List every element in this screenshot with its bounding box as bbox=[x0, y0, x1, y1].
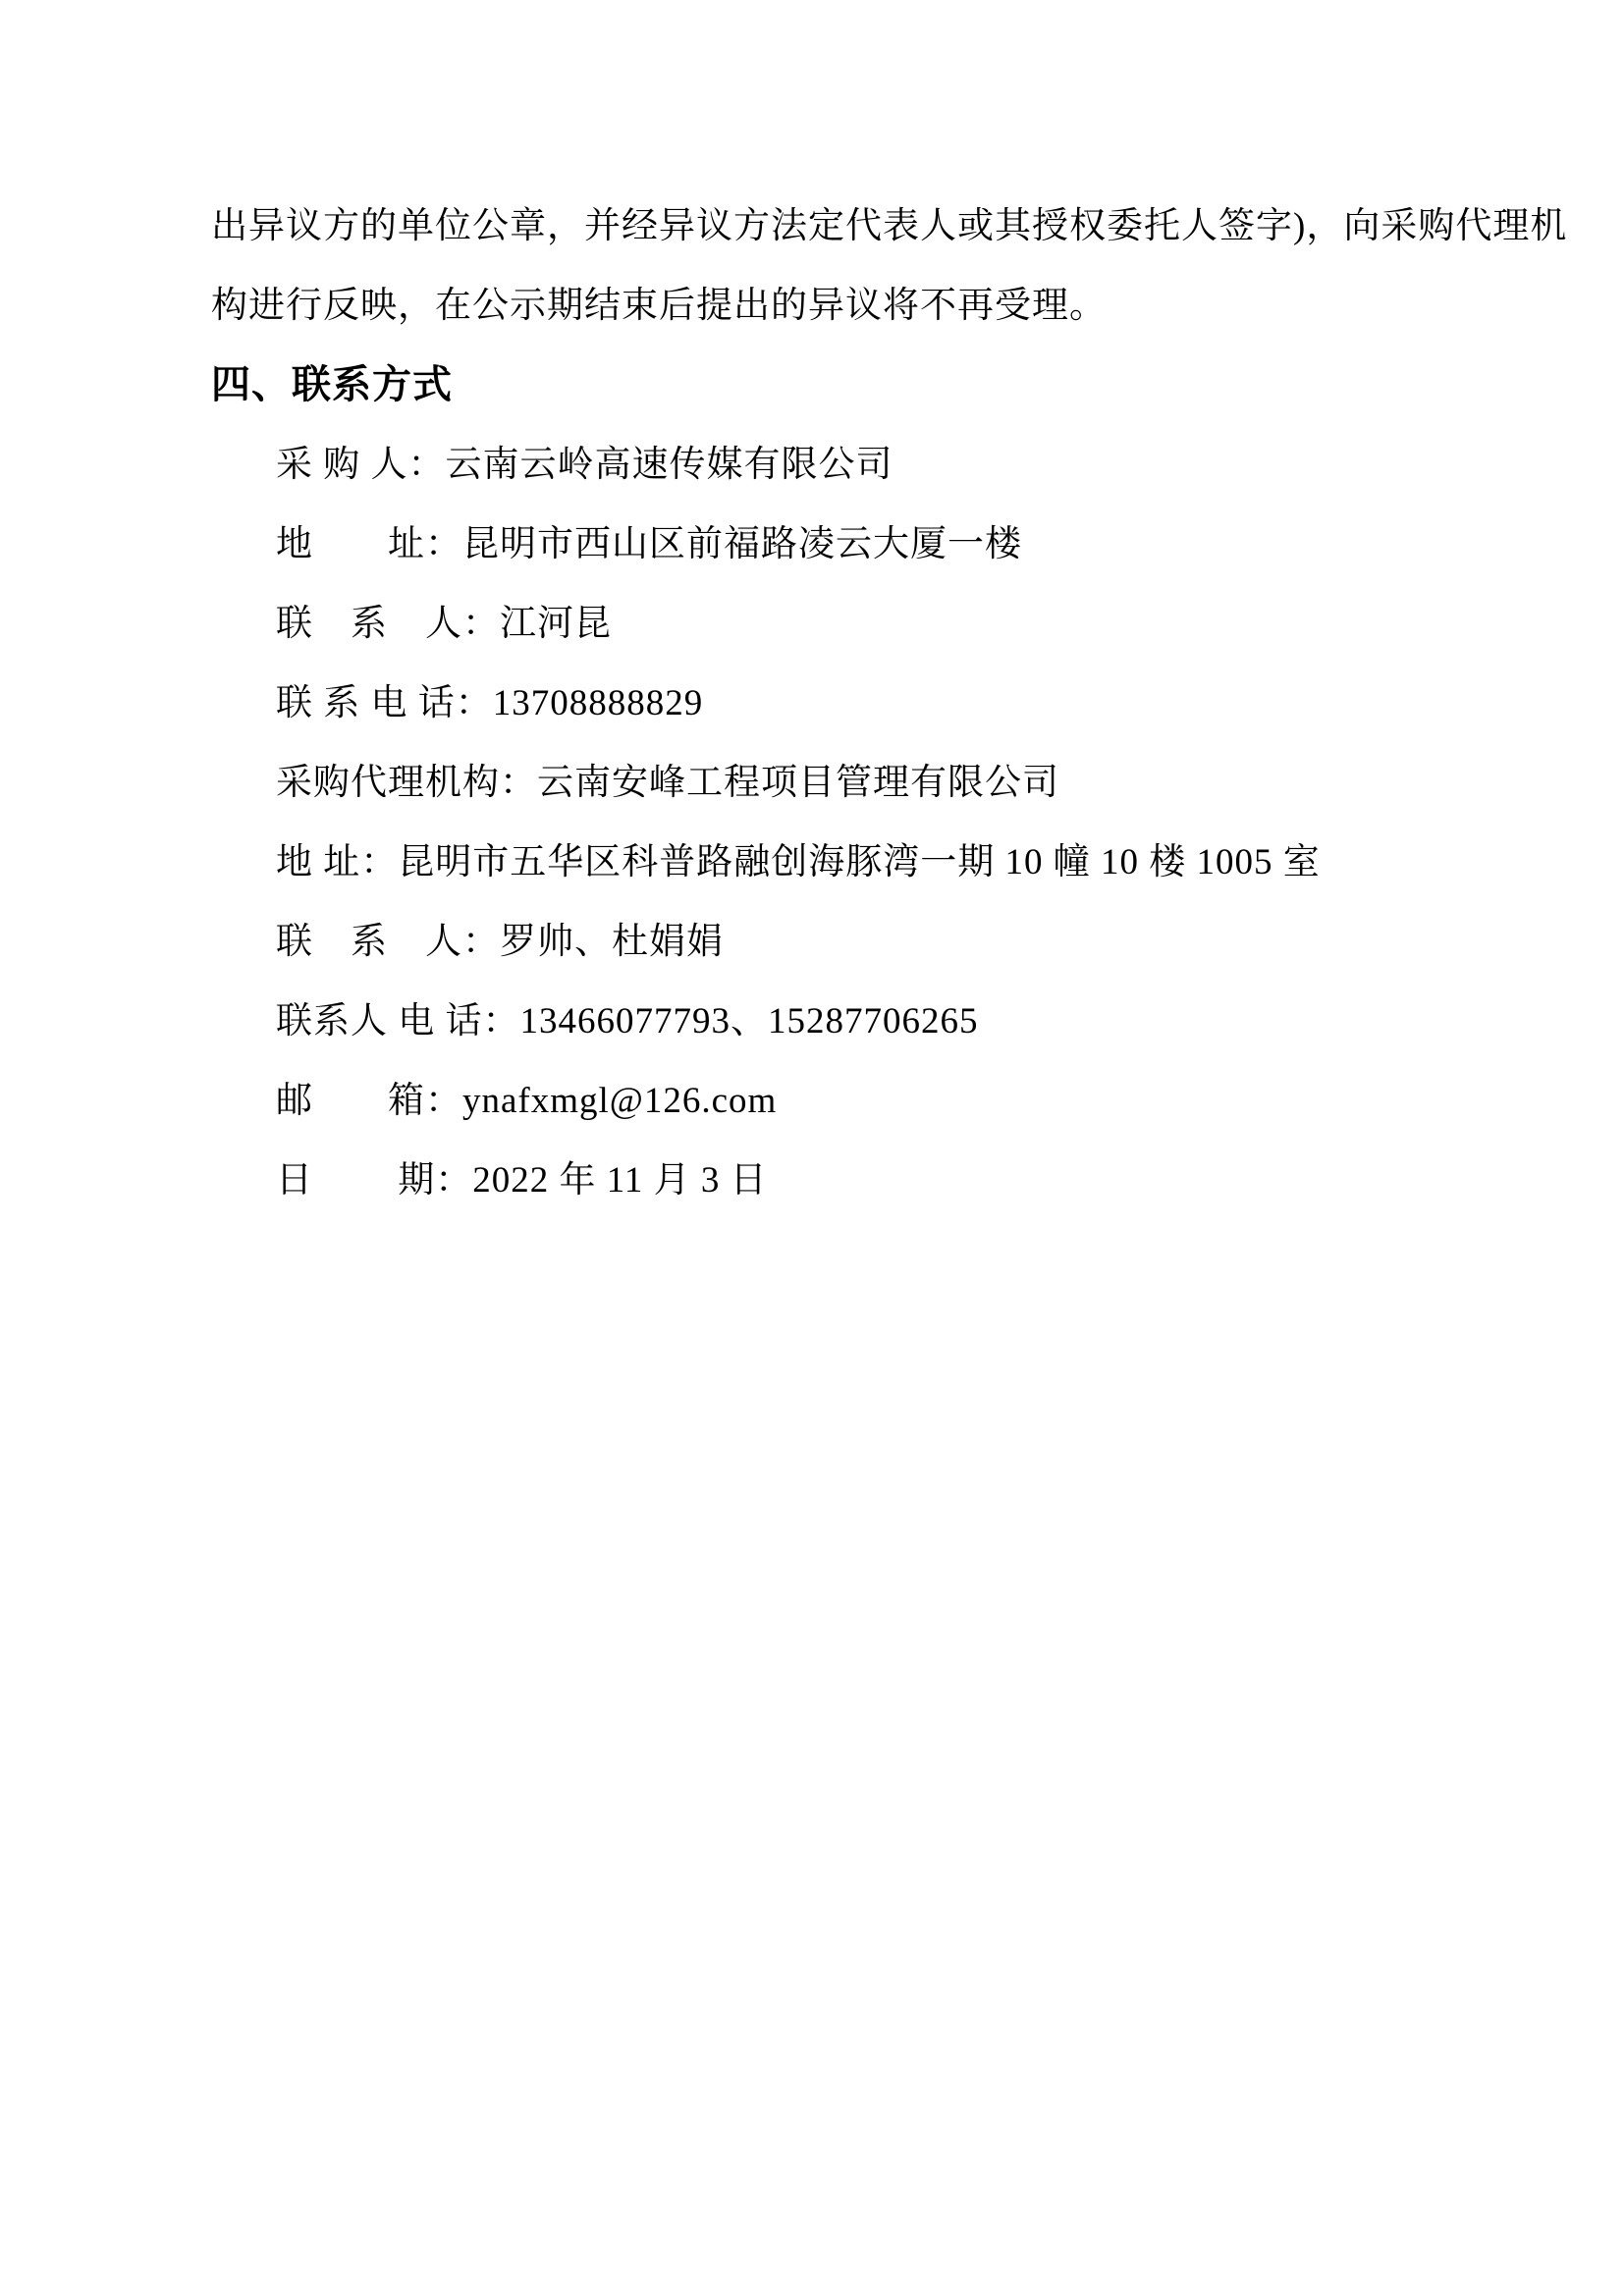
contact-person-purchaser-label: 联 系 人： bbox=[276, 604, 500, 644]
paragraph bbox=[211, 187, 1568, 346]
contact-person-purchaser bbox=[276, 584, 1418, 664]
contact-purchaser-label: 采 购 人： bbox=[276, 445, 446, 485]
contact-phone-agency bbox=[276, 982, 1418, 1061]
contact-agency-label: 采购代理机构： bbox=[276, 763, 537, 803]
contact-address-agency-label: 地 址： bbox=[276, 842, 399, 882]
contact-address-purchaser-value: 昆明市西山区前福路凌云大厦一楼 bbox=[462, 524, 1022, 564]
contact-person-agency-value: 罗帅、杜娟娟 bbox=[500, 922, 724, 962]
contact-address-purchaser-label: 地 址： bbox=[276, 524, 462, 564]
contact-email-value: ynafxmgl@126.com bbox=[462, 1081, 778, 1121]
contact-phone-agency-label: 联系人 电 话： bbox=[276, 1001, 520, 1041]
contact-agency-value: 云南安峰工程项目管理有限公司 bbox=[537, 763, 1059, 803]
contact-date-value: 2022 年 11 月 3 日 bbox=[472, 1160, 768, 1201]
contact-person-agency bbox=[276, 902, 1418, 982]
contact-date-label: 日 期： bbox=[276, 1160, 473, 1201]
contact-info-block bbox=[211, 425, 1418, 1220]
contact-phone-purchaser bbox=[276, 664, 1418, 743]
paragraph-line-1: 出异议方的单位公章，并经异议方法定代表人或其授权委托人签字)，向采购代理机 bbox=[211, 206, 1568, 246]
contact-phone-purchaser-label: 联 系 电 话： bbox=[276, 683, 493, 723]
contact-email bbox=[276, 1061, 1418, 1141]
contact-phone-purchaser-value: 13708888829 bbox=[492, 683, 704, 723]
contact-address-purchaser bbox=[276, 505, 1418, 584]
contact-date bbox=[276, 1141, 1418, 1220]
contact-person-agency-label: 联 系 人： bbox=[276, 922, 500, 962]
contact-address-agency bbox=[276, 823, 1418, 902]
contact-person-purchaser-value: 江河昆 bbox=[500, 604, 612, 644]
contact-address-agency-value: 昆明市五华区科普路融创海豚湾一期 10 幢 10 楼 1005 室 bbox=[398, 842, 1321, 882]
contact-purchaser-value: 云南云岭高速传媒有限公司 bbox=[445, 445, 893, 485]
contact-phone-agency-value: 13466077793、15287706265 bbox=[519, 1001, 979, 1041]
section-heading-contact-info: 四、联系方式 bbox=[211, 363, 453, 406]
paragraph-line-2: 构进行反映，在公示期结束后提出的异议将不再受理。 bbox=[211, 286, 1107, 326]
contact-purchaser bbox=[276, 425, 1418, 505]
contact-agency bbox=[276, 743, 1418, 823]
contact-email-label: 邮 箱： bbox=[276, 1081, 462, 1121]
